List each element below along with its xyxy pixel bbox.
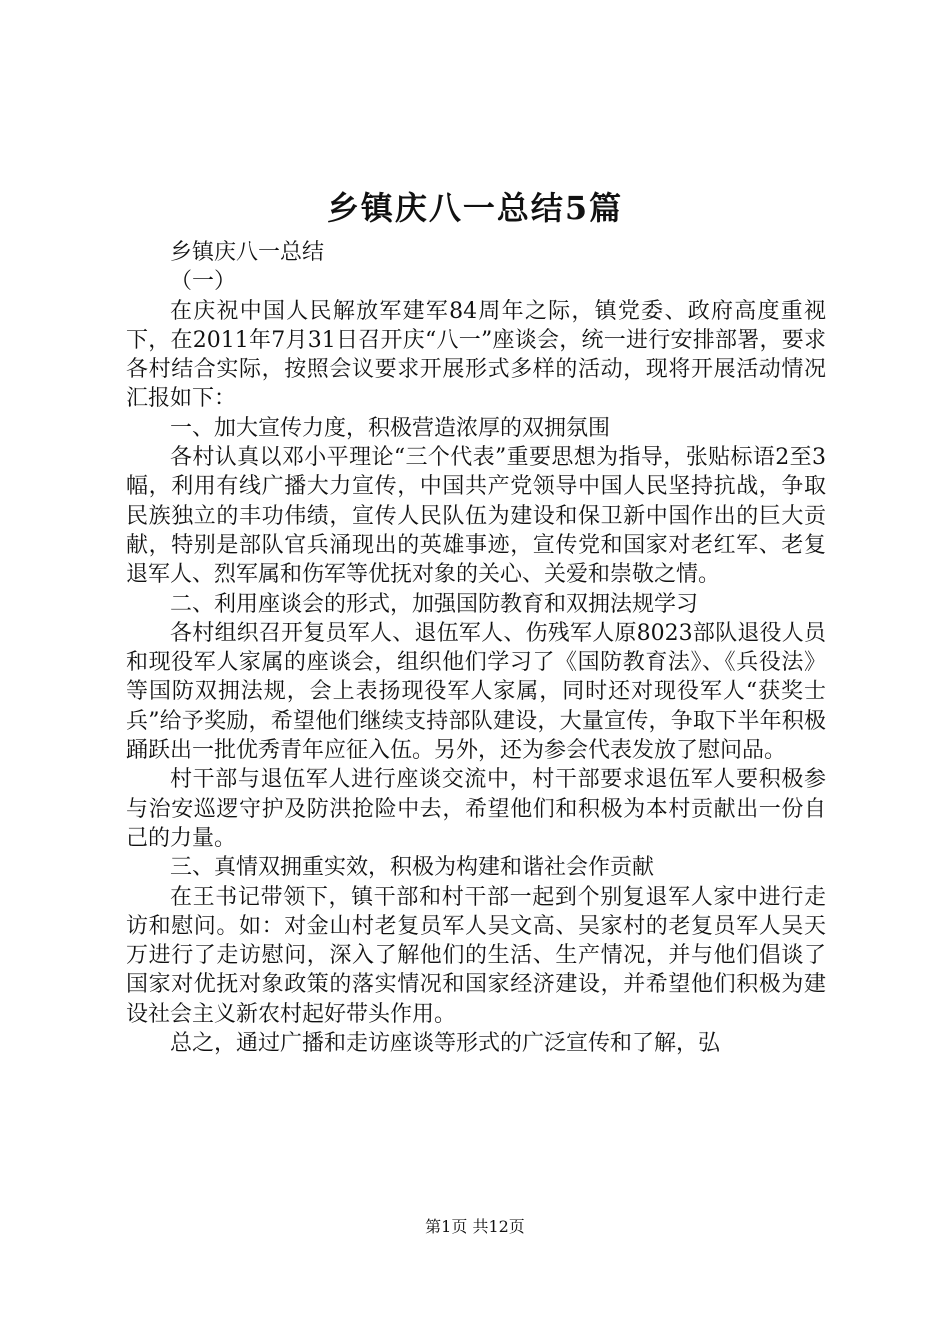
section-number: （一） [170,269,237,295]
heading-section-2: 二、利用座谈会的形式，加强国防教育和双拥法规学习 [170,591,699,617]
heading-section-3: 三、真情双拥重实效，积极为构建和谐社会作贡献 [170,855,655,881]
paragraph-section-3: 在王书记带领下，镇干部和村干部一起到个别复退军人家中进行走访和慰问。如：对金山村老复员军人吴文高、吴家村的老复员军人吴天万进行了走访慰问，深入了解他们的生活、生产情况，并与他们倡谈了国家对优抚对象政策的落实情况和国家经济建设，并希望他们积极为建设社会主义新农村起好带头作用。 [126,884,826,1027]
paragraph-conclusion: 总之，通过广播和走访座谈等形式的广泛宣传和了解，弘 [170,1031,721,1057]
document-title: 乡镇庆八一总结5篇 [326,189,624,227]
page-footer: 第1页 共12页 [425,1217,525,1236]
document-body [126,238,826,1058]
subtitle: 乡镇庆八一总结 [170,240,325,265]
paragraph-section-2a: 各村组织召开复员军人、退伍军人、伤残军人原8023部队退役人员和现役军人家属的座谈会，组织他们学习了《国防教育法》、《兵役法》等国防双拥法规，会上表扬现役军人家属，同时还对现役军人“获奖士兵”给予奖励，希望他们继续支持部队建设，大量宣传，争取下半年积极踊跃出一批优秀青年应征入伍。另外，还为参会代表发放了慰问品。 [126,620,826,764]
paragraph-intro: 在庆祝中国人民解放军建军84周年之际，镇党委、政府高度重视下，在2011年7月31日召开庆“八一”座谈会，统一进行安排部署，要求各村结合实际，按照会议要求开展形式多样的活动，现将开展活动情况汇报如下： [126,298,826,412]
heading-section-1: 一、加大宣传力度，积极营造浓厚的双拥氛围 [170,415,611,441]
paragraph-section-1: 各村认真以邓小平理论“三个代表”重要思想为指导，张贴标语2至3幅，利用有线广播大力宣传，中国共产党领导中国人民坚持抗战，争取民族独立的丰功伟绩，宣传人民队伍为建设和保卫新中国作出的巨大贡献，特别是部队官兵涌现出的英雄事迹，宣传党和国家对老红军、老复退军人、烈军属和伤军等优抚对象的关心、关爱和崇敬之情。 [126,445,826,588]
paragraph-section-2b: 村干部与退伍军人进行座谈交流中，村干部要求退伍军人要积极参与治安巡逻守护及防洪抢险中去，希望他们和积极为本村贡献出一份自己的力量。 [126,767,826,851]
